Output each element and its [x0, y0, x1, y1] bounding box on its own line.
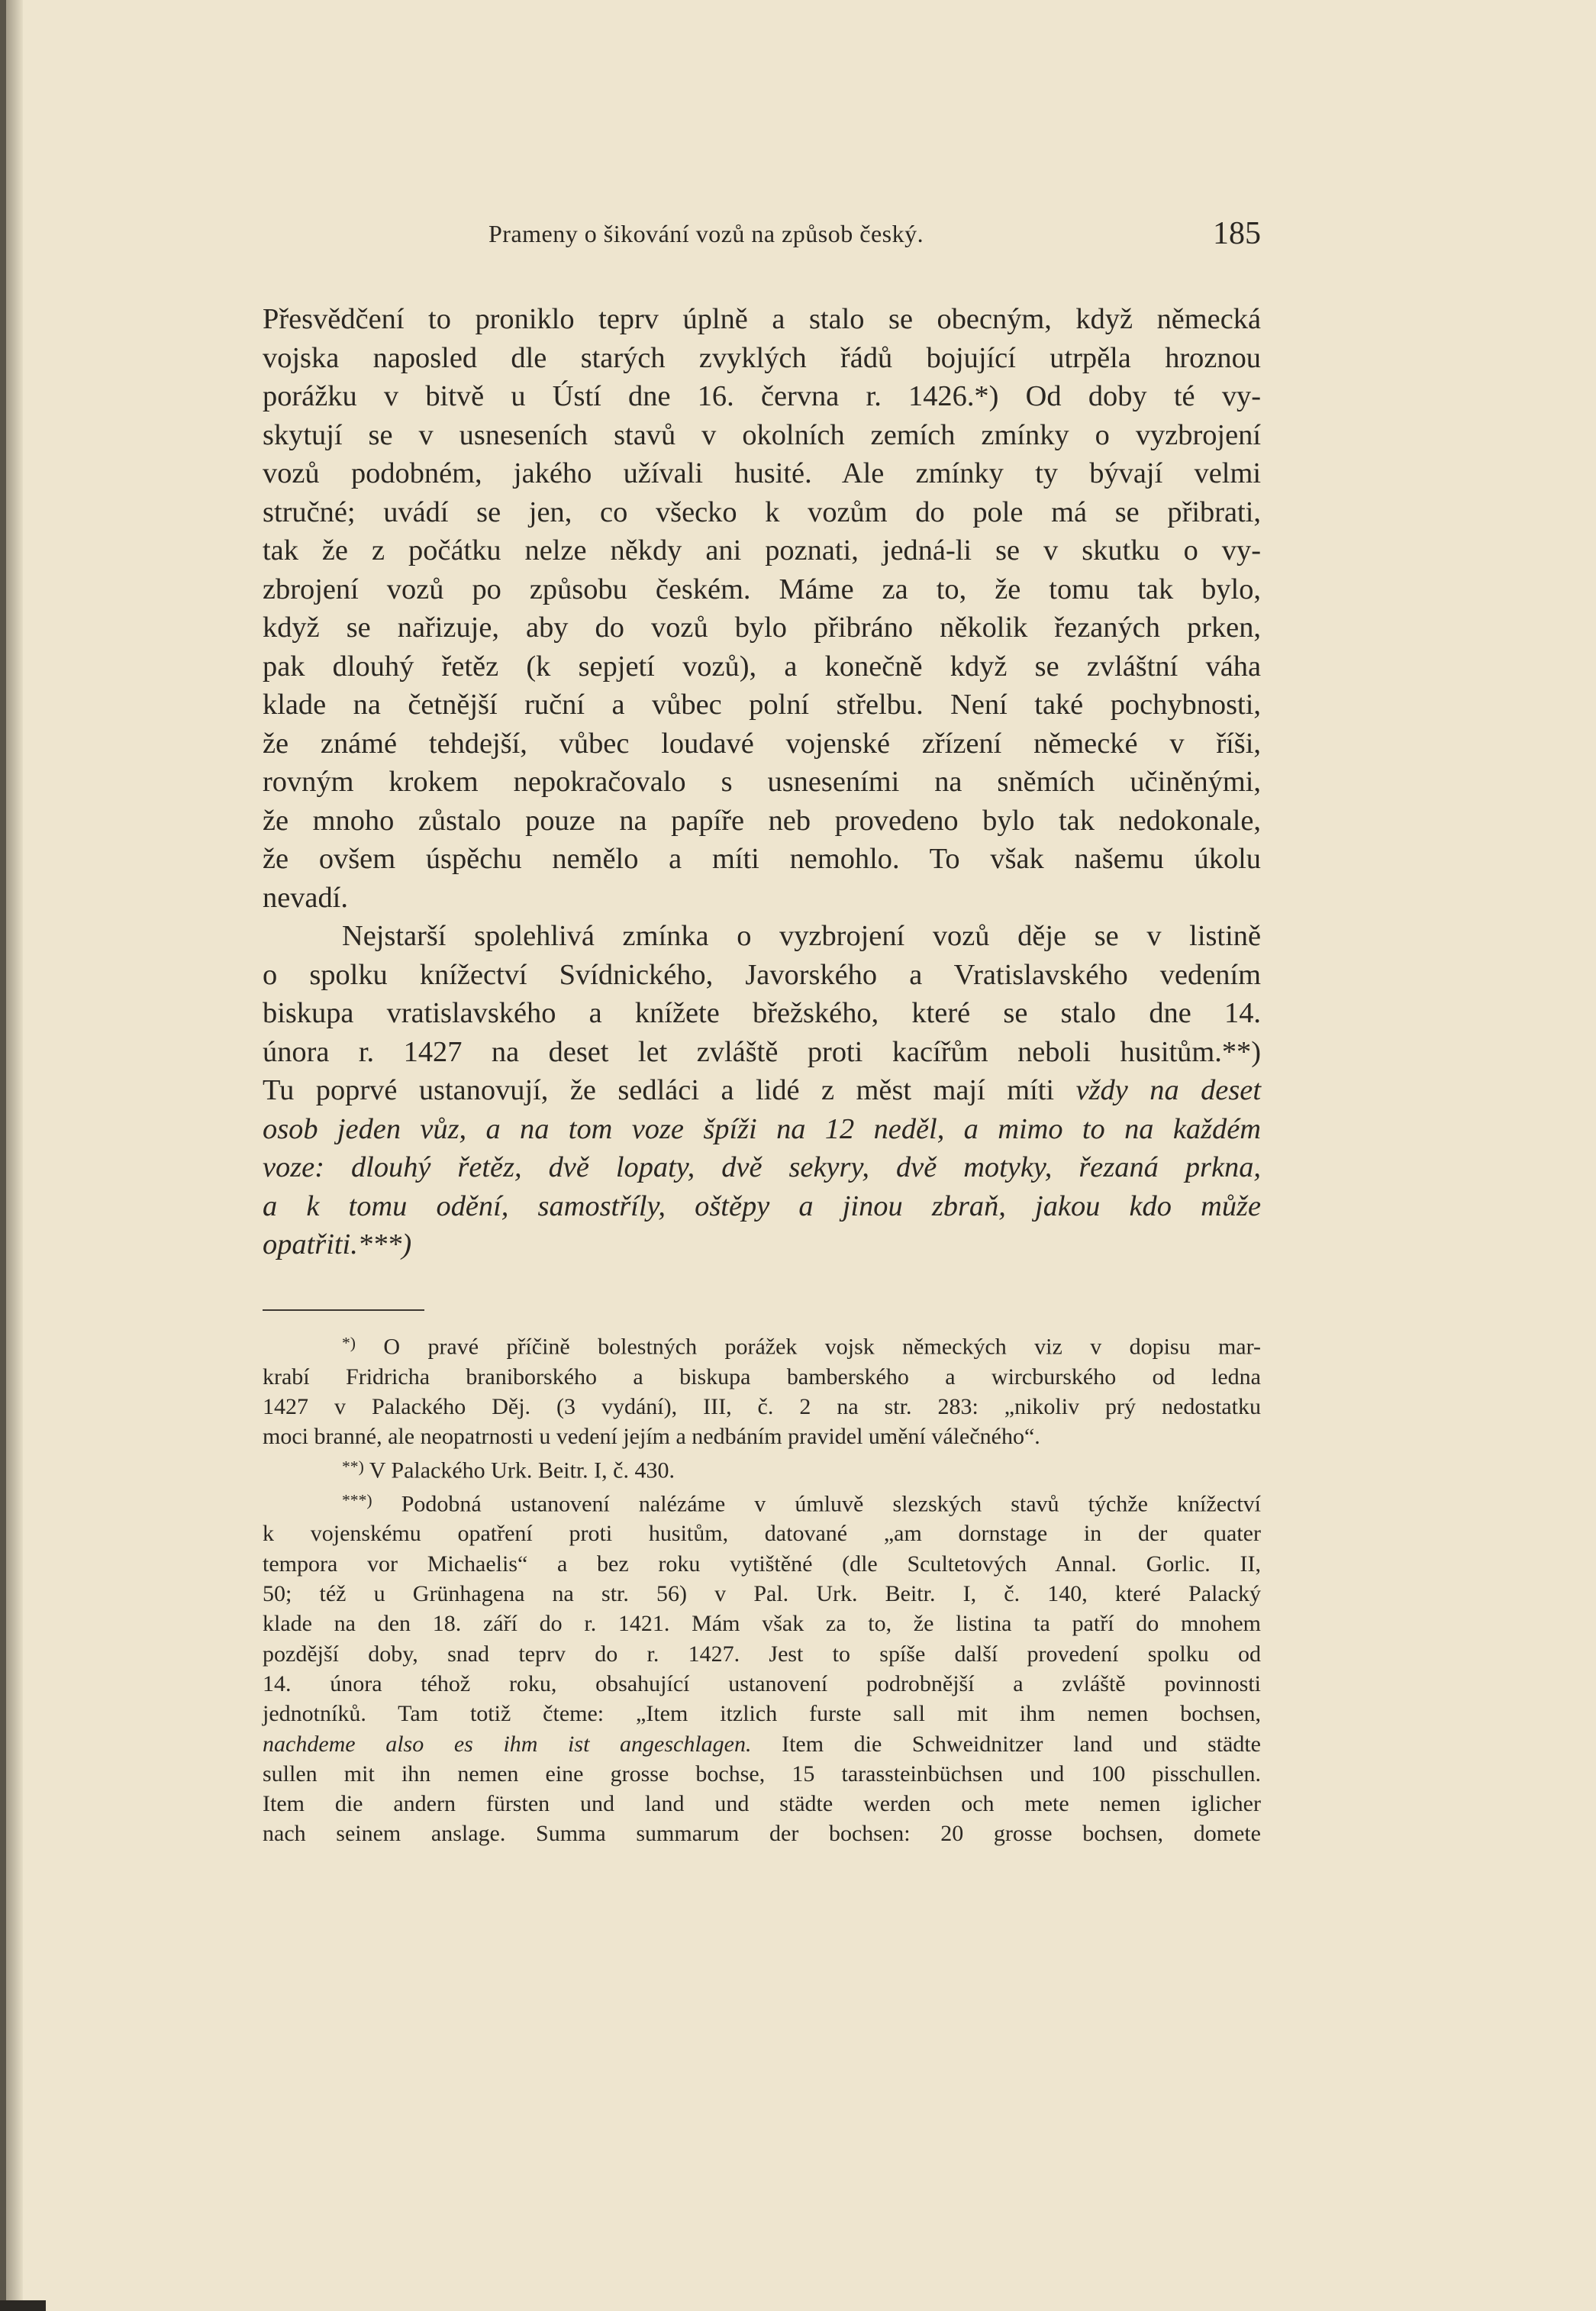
footnote-line: moci branné, ale neopatrnosti u vedení jejím a nedbáním pravidel umění válečného“.: [263, 1424, 1040, 1450]
italic-segment: nachdeme also es ihm ist angeschlagen.: [263, 1731, 752, 1757]
text-line: [263, 1071, 1261, 1110]
text-line-italic: [263, 1225, 1261, 1264]
scan-corner: [0, 2300, 46, 2311]
footnotes: [263, 1328, 1261, 1849]
footnote-divider: [263, 1309, 424, 1311]
footnote-line: 50; též u Grünhagena na str. 56) v Pal. Urk. Beitr. I, č. 140, které Palacký: [263, 1581, 1261, 1607]
text-segment: Podobná ustanovení nalézáme v úmluvě slezských stavů týchže knížectví: [401, 1491, 1262, 1517]
footnote-line: 1427 v Palackého Děj. (3 vydání), III, č. 2 na str. 283: „nikoliv prý nedostatku: [263, 1394, 1261, 1420]
footnote-line: [263, 1452, 1261, 1486]
paragraph-1: [263, 300, 1261, 917]
text-line: Nejstarší spolehlivá zmínka o vyzbrojení vozů děje se v listině: [342, 920, 1261, 952]
text-line: vojska naposled dle starých zvyklých řádů bojující utrpěla hroznou: [263, 341, 1261, 374]
italic-segment: vždy na deset: [1075, 1074, 1261, 1106]
page-number: 185: [1213, 216, 1261, 251]
text-segment: V Palackého Urk. Beitr. I, č. 430.: [369, 1457, 675, 1483]
footnote-line: [263, 1328, 1261, 1362]
text-line: února r. 1427 na deset let zvláště proti kacířům neboli husitům.**): [263, 1035, 1261, 1068]
text-segment: O pravé příčině bolestných porážek vojsk německých viz v dopisu mar-: [383, 1334, 1261, 1360]
text-line: vozů podobném, jakého užívali husité. Ale zmínky ty bývají velmi: [263, 457, 1261, 489]
footnote-marker: *): [342, 1334, 356, 1352]
text-line-italic: [263, 1110, 1261, 1149]
text-line-italic: [263, 1148, 1261, 1187]
footnote-line: nach seinem anslage. Summa summarum der bochsen: 20 grosse bochsen, domete: [263, 1821, 1261, 1847]
text-line: klade na četnější ruční a vůbec polní střelbu. Není také pochybnosti,: [263, 689, 1261, 721]
text-line: tak že z počátku nelze někdy ani poznati, jedná-li se v skutku o vy-: [263, 534, 1261, 566]
italic-segment: osob jeden vůz, a na tom voze špíži na 12 neděl, a mimo to na každém: [263, 1112, 1261, 1145]
text-line: zbrojení vozů po způsobu českém. Máme za to, že tomu tak bylo,: [263, 573, 1261, 605]
text-line: pak dlouhý řetěz (k sepjetí vozů), a konečně když se zvláštní váha: [263, 650, 1261, 683]
footnote-marker: ***): [342, 1490, 372, 1509]
footnote-line: Item die andern fürsten und land und städte werden och mete nemen iglicher: [263, 1791, 1261, 1817]
main-text: [263, 300, 1261, 1264]
footnote-line: klade na den 18. září do r. 1421. Mám však za to, že listina ta patří do mnohem: [263, 1611, 1261, 1637]
footnote-line: sullen mit ihn nemen eine grosse bochse, 15 tarassteinbüchsen und 100 pisschullen.: [263, 1761, 1261, 1787]
footnote-line: tempora vor Michaelis“ a bez roku vytištěné (dle Scultetových Annal. Gorlic. II,: [263, 1551, 1261, 1577]
footnote-marker: **): [342, 1457, 364, 1476]
italic-segment: voze: dlouhý řetěz, dvě lopaty, dvě sekyry, dvě motyky, řezaná prkna,: [263, 1151, 1261, 1183]
page-header: [488, 216, 1261, 260]
text-line: když se nařizuje, aby do vozů bylo přibráno několik řezaných prken,: [263, 612, 1261, 644]
text-line: stručné; uvádí se jen, co všecko k vozům do pole má se přibrati,: [263, 495, 1261, 528]
page-binding-edge: [0, 0, 6, 2311]
footnote-2: [263, 1452, 1261, 1486]
text-line: že mnoho zůstalo pouze na papíře neb provedeno bylo tak nedokonale,: [263, 804, 1261, 837]
text-line: o spolku knížectví Svídnického, Javorského a Vratislavského vedením: [263, 958, 1261, 991]
text-segment: Item die Schweidnitzer land und städte: [751, 1731, 1261, 1757]
footnote-line: k vojenskému opatření proti husitům, datované „am dornstage in der quater: [263, 1521, 1261, 1547]
footnote-line: krabí Fridricha braniborského a biskupa bamberského a wircburského od ledna: [263, 1364, 1261, 1390]
paragraph-2: [263, 917, 1261, 1264]
text-line: porážku v bitvě u Ústí dne 16. června r. 1426.*) Od doby té vy-: [263, 380, 1261, 412]
text-line: že ovšem úspěchu nemělo a míti nemohlo. To však našemu úkolu: [263, 843, 1261, 875]
text-line: že známé tehdejší, vůbec loudavé vojenské zřízení německé v říši,: [263, 727, 1261, 760]
text-line-italic: [263, 1187, 1261, 1226]
text-segment: Tu poprvé ustanovují, že sedláci a lidé z měst mají míti: [263, 1074, 1076, 1106]
footnote-line: jednotníků. Tam totiž čteme: „Item itzlich furste sall mit ihm nemen bochsen,: [263, 1701, 1261, 1727]
text-line: skytují se v usneseních stavů v okolních zemích zmínky o vyzbrojení: [263, 418, 1261, 451]
footnote-3: [263, 1486, 1261, 1849]
text-line: nevadí.: [263, 881, 348, 914]
text-line: Přesvědčení to proniklo teprv úplně a stalo se obecným, když německá: [263, 303, 1261, 335]
running-title: Prameny o šikování vozů na způsob český.: [488, 220, 924, 247]
text-line: rovným krokem nepokračovalo s usneseními na sněmích učiněnými,: [263, 766, 1261, 798]
italic-segment: opatřiti.***): [263, 1228, 412, 1260]
footnote-line: [263, 1729, 1261, 1759]
text-line: biskupa vratislavského a knížete břežského, které se stalo dne 14.: [263, 997, 1261, 1029]
footnote-line: pozdější doby, snad teprv do r. 1427. Jest to spíše další provedení spolku od: [263, 1641, 1261, 1667]
footnote-1: [263, 1328, 1261, 1452]
italic-segment: a k tomu odění, samostříly, oštěpy a jinou zbraň, jakou kdo může: [263, 1189, 1261, 1222]
footnote-line: 14. února téhož roku, obsahující ustanovení podrobnější a zvláště povinnosti: [263, 1670, 1261, 1696]
footnote-line: [263, 1486, 1261, 1519]
